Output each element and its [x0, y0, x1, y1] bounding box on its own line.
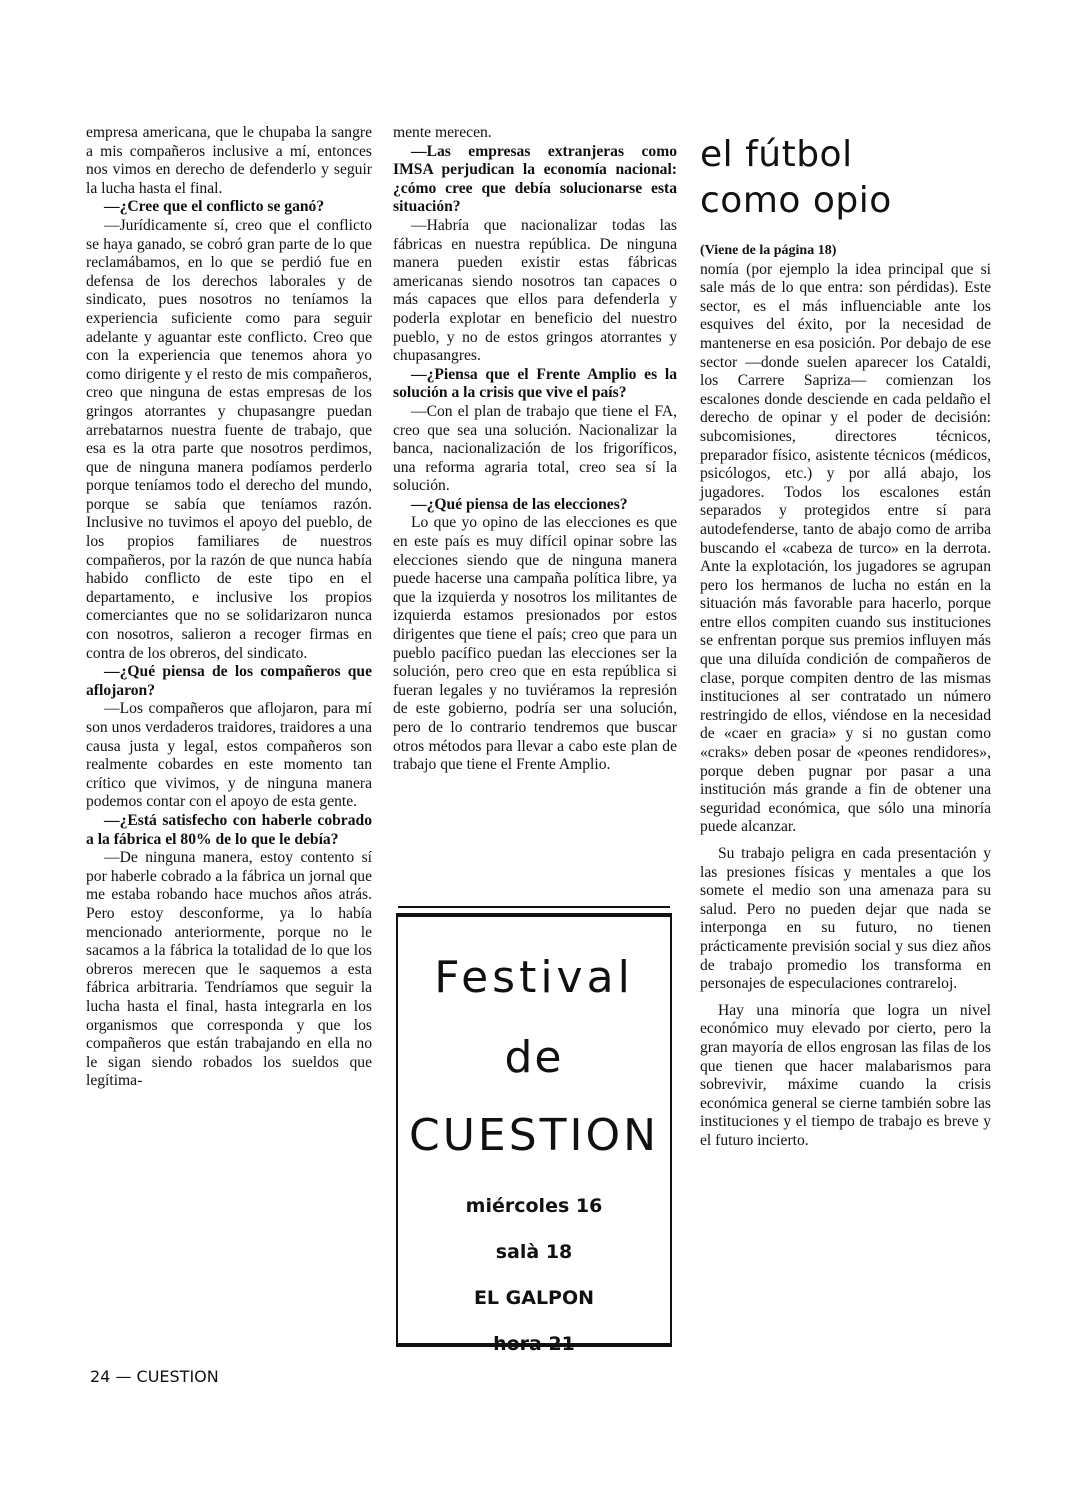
interview-answer: —Jurídicamente sí, creo que el conflicto se haya ganado, se cobró gran parte de lo que reclamábamos, en lo que se perdió fue en defensa de los derechos laborales y de sindicato, pues nosotros no teníamos la experiencia suficiente como para seguir adelante y aguantar este conflicto. Creo que con la experiencia que tenemos ahora yo como dirigente y el resto de mis compañeros, creo que ninguna de estas empresas de los gringos atorrantes y chupasangre puedan arrebatarnos nuestra fuente de trabajo, que esa es la otra parte que nosotros perdimos, que de ninguna manera podíamos perderlo porque teníamos todo el derecho del mundo, porque se sabía que teníamos razón. Inclusive no tuvimos el apoyo del pueblo, de los propios familiares de nuestros compañeros, por la razón de que nunca había habido conflicto de este tipo en el departamento, e inclusive los propios comerciantes que no se solidarizaron nunca con nosotros, salieron a recoger firmas en contra de los obreros, del sindicato.	[86, 216, 372, 662]
continued-from-note: (Viene de la página 18)	[700, 243, 837, 258]
article-paragraph: nomía (por ejemplo la idea principal que si sale más de lo que entra: son pérdidas). Este sector, es el más influenciable ante los esquives del éxito, por la necesidad de mantenerse en esa posición. Por debajo de ese sector —donde suelen aparecer los Cataldi, los Carrere Sapriza— comienzan los escalones donde desciende en cada peldaño el derecho de opinar y el poder de decisión: subcomisiones, directores técnicos, preparador físico, asistente técnicos (médicos, psicólogos, etc.) y por allá abajo, los jugadores. Todos los escalones están separados y protegidos entre sí para autodefenderse, tanto de abajo como de arriba buscando el «cabeza de turco» en la derrota. Ante la explotación, los jugadores se agrupan pero los hermanos de lucha no están en la situación más favorable para hacerlo, porque entre ellos compiten cuando sus instituciones se enfrentan porque sus premios influyen más que una diluída condición de compañeros de clase, porque compiten dentro de las mismas instituciones al ser contratado un número restringido de ellos, viéndose en la necesidad de «caer en gracia» y si no gustan como «craks» deben posar de «peones rendidores», porque deben pugnar por pasar a una institución más grande a fin de obtener una seguridad económica, que sólo una minoría puede alcanzar.	[700, 260, 991, 836]
article-column-right	[700, 124, 991, 1151]
interview-paragraph: mente merecen.	[393, 124, 492, 141]
ad-date: miércoles 16	[465, 1195, 603, 1217]
ad-headline-festival: Festival	[434, 952, 634, 1003]
interview-answer: Lo que yo opino de las elecciones es que en este país es muy difícil opinar sobre las elecciones siendo que de ninguna manera puede hacerse una campaña política libre, ya que la izquierda y nosotros los militantes de izquierda estamos presionados por estos dirigentes que tiene el país; creo que para un pueblo pacífico puedan las elecciones ser la solución, pero creo que en esta república si fueran legales y no tuviéramos la represión de este gobierno, podría ser una solución, pero de lo contrario tendremos que buscar otros métodos para llevar a cabo este plan de trabajo que tiene el Frente Amplio.	[393, 514, 677, 774]
article-title-line: el fútbol	[700, 134, 853, 175]
ad-time: hora 21	[493, 1333, 575, 1355]
interview-question: —¿Cree que el conflicto se ganó?	[104, 198, 325, 216]
interview-paragraph: empresa americana, que le chupaba la sangre a mis compañeros inclusive a mí, entonces nos vimos en derecho de defenderlo y seguir la lucha hasta el final.	[86, 124, 372, 197]
interview-column-middle	[393, 124, 677, 775]
interview-answer: —De ninguna manera, estoy contento sí por haberle cobrado a la fábrica un jornal que me estaba robando hace muchos años atrás. Pero estoy desconforme, ya lo había mencionado anteriormente, porque no le sacamos a la fábrica la totalidad de lo que los obreros merecen que le saquemos a esta fábrica arbitraria. Tendríamos que seguir la lucha hasta el final, hasta integrarla en los organismos que corresponda y que los compañeros que están trabajando en ella no le sigan siendo robados los sueldos que legítima-	[86, 849, 372, 1090]
interview-question: —Las empresas extranjeras como IMSA perjudican la economía nacional: ¿cómo cree que debía solucionarse esta situación?	[393, 142, 677, 216]
ad-venue: EL GALPON	[473, 1287, 595, 1309]
interview-column-left	[86, 124, 372, 1091]
interview-question: —¿Está satisfecho con haberle cobrado a la fábrica el 80% de lo que le debía?	[86, 811, 372, 848]
festival-ad-box	[396, 913, 672, 1355]
article-paragraph: Hay una minoría que logra un nivel económico muy elevado por cierto, pero la gran mayoría de ellos engrosan las filas de los que tienen que hacer malabarismos para sobrevivir, máxime cuando la crisis económica general se cierne también sobre las instituciones y el tiempo de trabajo es breve y el futuro incierto.	[700, 1001, 991, 1149]
article-title	[700, 132, 991, 224]
article-title-line: como opio	[700, 180, 892, 221]
interview-answer: —Con el plan de trabajo que tiene el FA, creo que sea una solución. Nacionalizar la banca, nacionalización de los frigoríficos, una reforma agraria total, creo sea sí la solución.	[393, 402, 677, 495]
article-paragraph: Su trabajo peligra en cada presentación y las presiones físicas y mentales a que los somete el medio son una amenaza para su salud. Pero no pueden dejar que nada se interponga en su futuro, no tienen prácticamente previsión social y sus diez años de trabajo promedio los transforma en personajes de especulaciones contrareloj.	[700, 845, 991, 993]
interview-question: —¿Qué piensa de los compañeros que aflojaron?	[86, 663, 372, 699]
ad-headline-de: de	[504, 1032, 564, 1083]
interview-answer: —Habría que nacionalizar todas las fábricas en nuestra república. De ninguna manera pueden existir estas fábricas americanas siendo nosotros tan capaces o más capaces que ellos para defenderla y poderla explotar en beneficio del nuestro pueblo, y no de estos gringos atorrantes y chupasangres.	[393, 216, 677, 365]
ad-room: salà 18	[495, 1241, 573, 1263]
interview-question: —¿Qué piensa de las elecciones?	[411, 495, 628, 513]
interview-answer: —Los compañeros que aflojaron, para mí son unos verdaderos traidores, traidores a una causa justa y legal, estos compañeros son realmente cobardes en este momento tan crítico que vivimos, y de ninguna manera podemos contar con el apoyo de esta gente.	[86, 700, 372, 811]
ad-headline-cuestion: CUESTION	[408, 1110, 660, 1161]
ad-top-rule	[398, 906, 670, 908]
interview-question: —¿Piensa que el Frente Amplio es la solución a la crisis que vive el país?	[393, 365, 677, 402]
page-footer: 24 — CUESTION	[90, 1367, 219, 1386]
